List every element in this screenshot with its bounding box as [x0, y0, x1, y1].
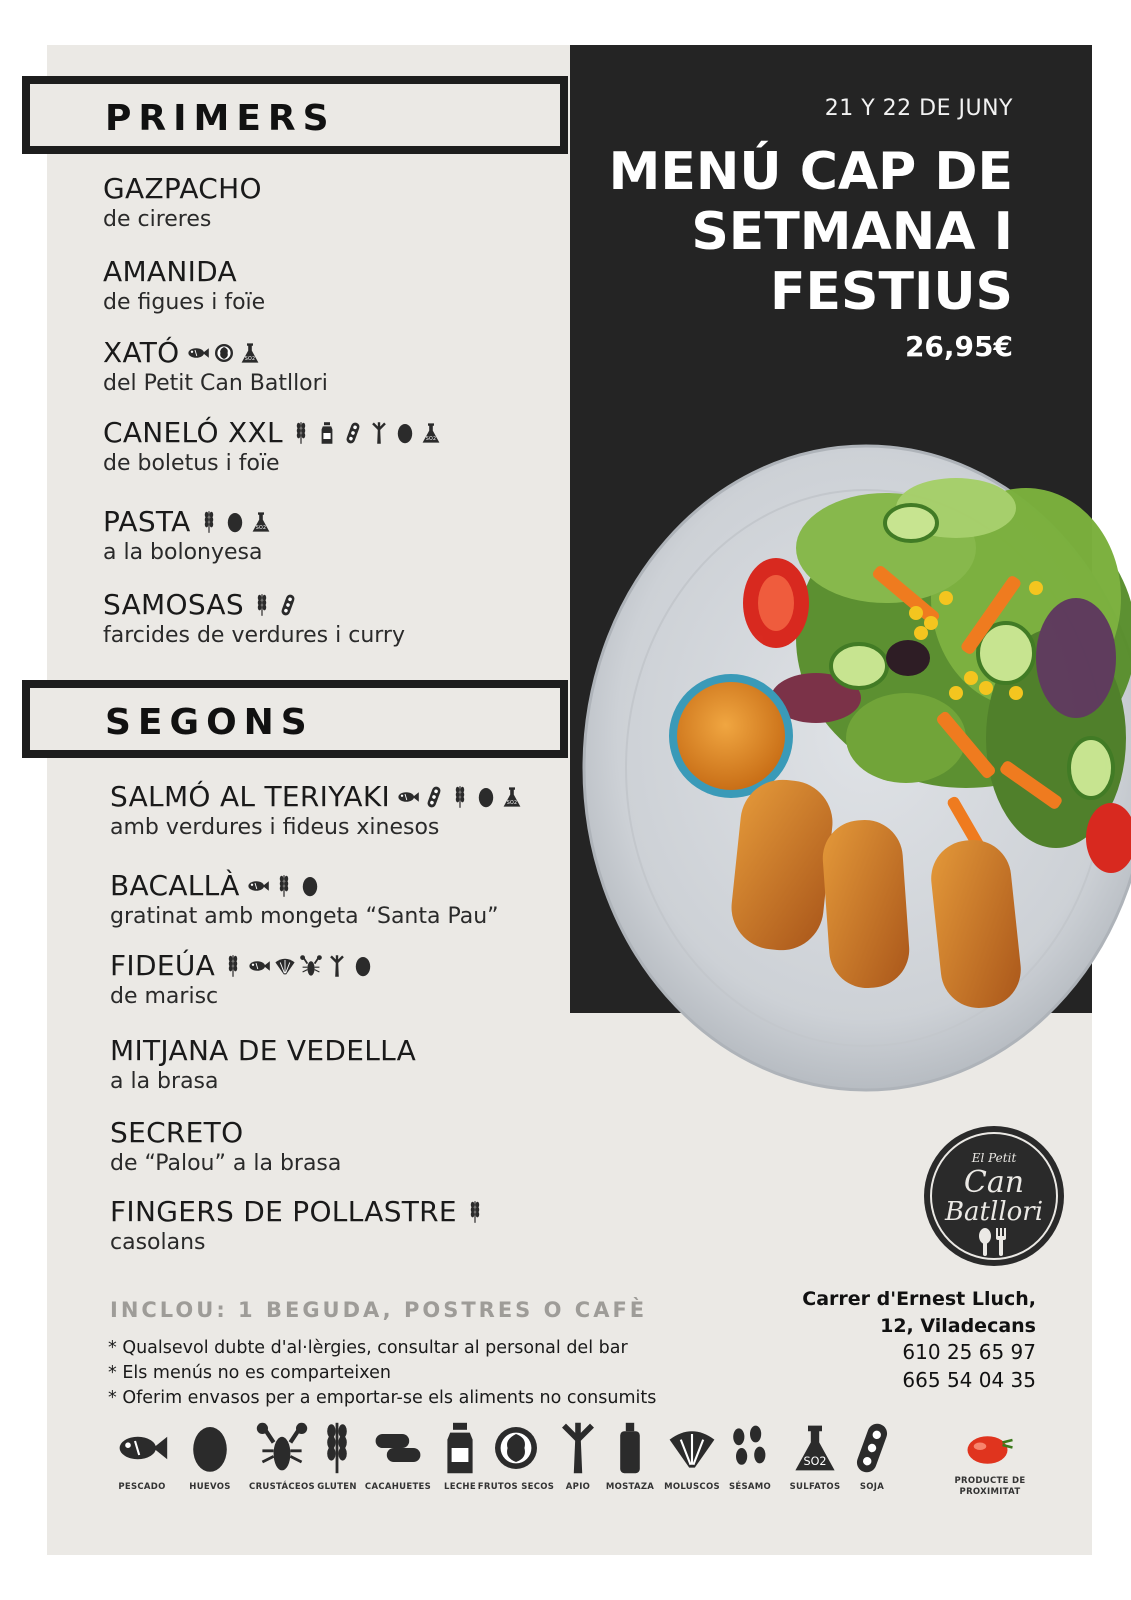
celery-icon — [325, 954, 349, 978]
segons-menu-item — [110, 869, 499, 931]
legend-label: LECHE — [444, 1482, 476, 1492]
menu-item-name: CANELÓ XXL — [103, 416, 283, 449]
phone-number[interactable]: 665 54 04 35 — [902, 1368, 1036, 1392]
menu-item-row — [110, 869, 499, 903]
egg-icon — [223, 510, 247, 534]
event-date: 21 Y 22 DE JUNY — [824, 96, 1013, 121]
restaurant-logo — [922, 1124, 1066, 1268]
segons-menu-item — [110, 1034, 416, 1096]
menu-item-name: SAMOSAS — [103, 588, 244, 621]
legend-label: PRODUCTE DE PROXIMITAT — [954, 1476, 1026, 1497]
primers-menu-item — [103, 588, 405, 650]
milk-icon — [315, 421, 339, 445]
legend-label: FRUTOS SECOS — [477, 1482, 555, 1492]
primers-menu-item — [103, 336, 328, 398]
segons-menu-item — [110, 949, 375, 1011]
svg-text:SO2: SO2 — [803, 1454, 827, 1468]
gluten-icon — [250, 593, 274, 617]
menu-item-row — [110, 1195, 487, 1229]
address-line: 12, Viladecans — [880, 1315, 1036, 1337]
fish-icon — [246, 874, 270, 898]
legend-label: SOJA — [859, 1482, 885, 1492]
menu-item-description: del Petit Can Batllori — [103, 371, 328, 396]
allergen-icons — [396, 785, 524, 809]
egg-icon — [298, 874, 322, 898]
egg-icon — [393, 421, 417, 445]
fish-icon — [247, 954, 271, 978]
legend-label: SULFATOS — [789, 1482, 841, 1492]
fish-icon — [396, 785, 420, 809]
menu-item-description: gratinat amb mongeta “Santa Pau” — [110, 904, 499, 929]
legend-item — [832, 1420, 912, 1493]
menu-item-name: GAZPACHO — [103, 172, 262, 205]
gluten-icon — [448, 785, 472, 809]
menu-item-row — [103, 505, 273, 539]
menu-item-description: de “Palou” a la brasa — [110, 1151, 342, 1176]
menu-item-description: a la bolonyesa — [103, 540, 263, 565]
legend-label: SÉSAMO — [728, 1482, 772, 1492]
soy-icon — [422, 785, 446, 809]
legend-label: GLUTEN — [317, 1482, 357, 1492]
sulfite-icon — [500, 785, 524, 809]
allergen-icons — [289, 421, 443, 445]
segons-menu-item — [110, 780, 524, 842]
nut-icon — [212, 341, 236, 365]
crustacean-icon — [299, 954, 323, 978]
gluten-icon — [221, 954, 245, 978]
menu-title-line: MENÚ CAP DE — [608, 142, 1013, 202]
menu-item-row — [110, 949, 375, 983]
menu-item-name: FIDEÚA — [110, 949, 216, 982]
logo-top-text: El Petit — [971, 1151, 1017, 1165]
egg-icon — [170, 1420, 250, 1476]
menu-item-row — [110, 780, 524, 814]
primers-menu-item — [103, 255, 265, 317]
notes — [108, 1336, 656, 1411]
legend-label: CACAHUETES — [364, 1482, 432, 1492]
menu-title-line: SETMANA I — [691, 202, 1013, 262]
menu-item-description: farcides de verdures i curry — [103, 623, 405, 648]
sulfite-icon — [238, 341, 262, 365]
legend-label: CRUSTÁCEOS — [249, 1482, 315, 1492]
legend-label: APIO — [565, 1482, 591, 1492]
legend-label: PESCADO — [118, 1482, 166, 1492]
menu-item-name: XATÓ — [103, 336, 180, 369]
legend-label: MOSTAZA — [605, 1482, 655, 1492]
allergen-icons — [246, 874, 322, 898]
logo-middle-text: Can — [963, 1165, 1025, 1200]
menu-item-row — [103, 255, 265, 289]
allergen-icons — [186, 341, 262, 365]
soy-icon — [341, 421, 365, 445]
gluten-icon — [289, 421, 313, 445]
address — [802, 1286, 1036, 1340]
includes-text: INCLOU: 1 BEGUDA, POSTRES O CAFÈ — [110, 1298, 648, 1322]
gluten-icon — [197, 510, 221, 534]
menu-item-row — [110, 1034, 416, 1068]
gluten-icon — [463, 1200, 487, 1224]
primers-title: PRIMERS — [105, 98, 336, 139]
menu-item-row — [103, 172, 262, 206]
note-line: * Qualsevol dubte d'al·lèrgies, consultar al personal del bar — [108, 1338, 628, 1358]
menu-price: 26,95€ — [904, 330, 1013, 363]
tomato-icon — [940, 1420, 1040, 1470]
menu-item-name: FINGERS DE POLLASTRE — [110, 1195, 457, 1228]
gluten-icon — [272, 874, 296, 898]
soy-icon — [832, 1420, 912, 1476]
menu-item-description: de cireres — [103, 207, 212, 232]
sulfite-icon — [249, 510, 273, 534]
menu-item-name: PASTA — [103, 505, 191, 538]
svg-text:SO2: SO2 — [244, 357, 255, 363]
celery-icon — [367, 421, 391, 445]
menu-item-name: BACALLÀ — [110, 869, 240, 902]
fish-icon — [186, 341, 210, 365]
egg-icon — [351, 954, 375, 978]
primers-menu-item — [103, 505, 273, 567]
mollusc-icon — [273, 954, 297, 978]
svg-text:SO2: SO2 — [255, 526, 266, 532]
egg-icon — [474, 785, 498, 809]
menu-item-description: de boletus i foïe — [103, 451, 280, 476]
legend-item — [940, 1420, 1040, 1498]
menu-item-description: casolans — [110, 1230, 206, 1255]
primers-header-box — [22, 76, 568, 154]
menu-item-description: a la brasa — [110, 1069, 219, 1094]
allergen-icons — [250, 593, 300, 617]
menu-item-description: de marisc — [110, 984, 219, 1009]
allergen-icons — [221, 954, 375, 978]
menu-item-row — [103, 416, 443, 450]
food-plate-image — [576, 438, 1131, 1098]
menu-item-name: MITJANA DE VEDELLA — [110, 1034, 417, 1067]
menu-item-row — [103, 588, 405, 622]
menu-item-row — [110, 1116, 341, 1150]
allergen-legend — [110, 1420, 1030, 1530]
menu-title-line: FESTIUS — [770, 262, 1013, 322]
svg-text:SO2: SO2 — [425, 437, 437, 443]
legend-label: MOLUSCOS — [664, 1482, 720, 1492]
menu-item-name: AMANIDA — [103, 255, 237, 288]
soy-icon — [276, 593, 300, 617]
allergen-icons — [197, 510, 273, 534]
menu-item-name: SALMÓ AL TERIYAKI — [110, 780, 391, 813]
segons-menu-item — [110, 1116, 341, 1178]
segons-header-box — [22, 680, 568, 758]
allergen-icons — [463, 1200, 487, 1224]
segons-menu-item — [110, 1195, 487, 1257]
segons-title: SEGONS — [105, 702, 314, 743]
primers-menu-item — [103, 172, 262, 234]
menu-item-name: SECRETO — [110, 1116, 244, 1149]
logo-bottom-text: Batllori — [944, 1197, 1044, 1227]
legend-label: HUEVOS — [189, 1482, 231, 1492]
address-line: Carrer d'Ernest Lluch, — [802, 1288, 1036, 1310]
menu-title — [593, 142, 1013, 322]
legend-item — [170, 1420, 250, 1493]
note-line: * Oferim envasos per a emportar-se els aliments no consumits — [108, 1388, 657, 1408]
primers-menu-item — [103, 416, 443, 478]
sulfite-icon — [419, 421, 443, 445]
phone-number[interactable]: 610 25 65 97 — [902, 1340, 1036, 1364]
menu-item-row — [103, 336, 328, 370]
note-line: * Els menús no es comparteixen — [108, 1363, 391, 1383]
menu-item-description: amb verdures i fideus xinesos — [110, 815, 440, 840]
menu-item-description: de figues i foïe — [103, 290, 266, 315]
svg-text:SO2: SO2 — [506, 801, 518, 807]
